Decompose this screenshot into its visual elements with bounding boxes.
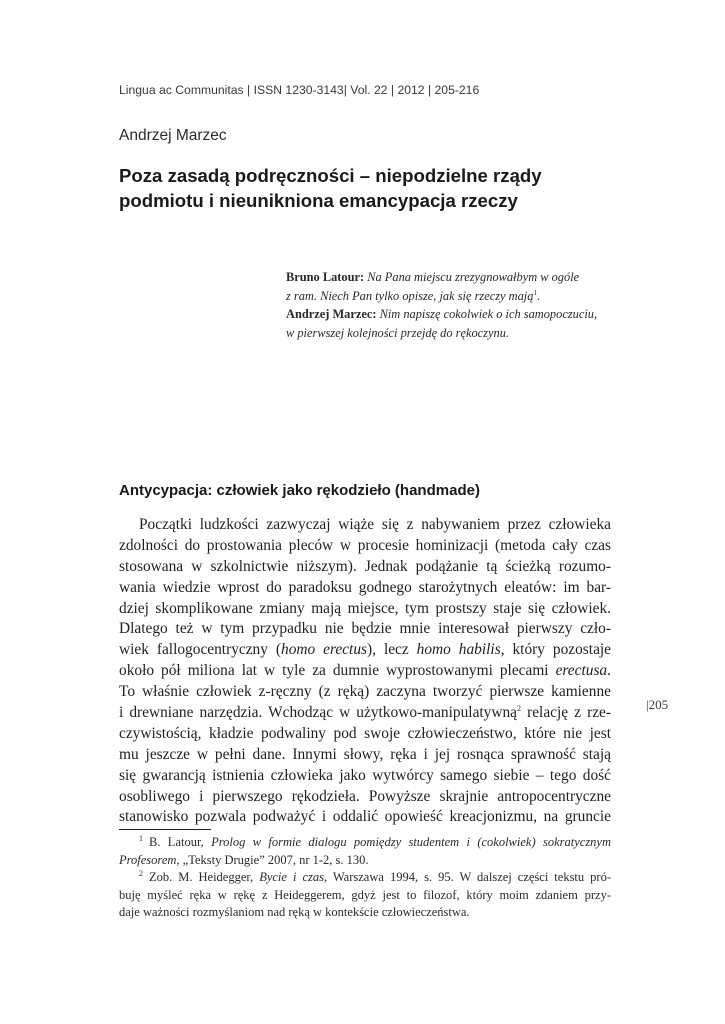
author-name: Andrzej Marzec (119, 127, 227, 144)
body-text-run: . (607, 662, 611, 680)
body-text-run: około pół miliona lat w tyle za dumnie wyprostowanymi plecami (119, 662, 556, 680)
footnotes (119, 834, 611, 922)
footnote-line: buję myśleć ręka w rękę z Heideggerem, gdyż jest to filozof, który moim zdaniem przy- (119, 887, 611, 902)
title-line: podmiotu i nieunikniona emancypacja rzeczy (119, 190, 518, 211)
body-line: To właśnie człowiek z-ręczny (z ręką) zaczyna tworzyć pierwsze kamienne (119, 683, 611, 701)
body-italic-run: homo erectus (281, 641, 368, 659)
body-line: Dlatego też w tym przypadku nie będzie mnie interesował pierwszy czło- (119, 620, 611, 638)
epigraph-line (286, 287, 616, 306)
footnote-text-run: , Warszawa 1994, s. 95. W dalszej części tekstu pró- (323, 870, 611, 885)
body-line: dziej skomplikowane zmiany mają miejsce, tym prostszy staje się człowiek. (119, 599, 611, 617)
footnote-line (119, 869, 611, 887)
epigraph-line (286, 268, 616, 287)
body-line: stosowana w szkolnictwie niższym). Jednak podążanie tą ścieżką rozumo- (119, 557, 611, 575)
body-text-run: ), lecz (367, 641, 417, 659)
footnote-number: 1 (139, 833, 143, 843)
section-heading: Antycypacja: człowiek jako rękodzieło (handmade) (119, 482, 480, 499)
epigraph-quote: Nim napiszę cokolwiek o ich samopoczuciu, (379, 307, 598, 321)
footnote-text-run: Zob. M. Heidegger, (149, 870, 260, 885)
footnote-line: daje ważności rozmyślaniom nad ręką w kontekście człowieczeństwa. (119, 905, 470, 920)
footnote-line (119, 834, 611, 852)
footnote-divider (119, 829, 211, 830)
epigraph-quote: z ram. Niech Pan tylko opisze, jak się rzeczy mają (286, 288, 534, 303)
body-line (119, 640, 611, 661)
footnote-line (119, 852, 611, 870)
footnote-text-run: , „Teksty Drugie” 2007, nr 1-2, s. 130. (176, 852, 369, 867)
body-text-run: i drewniane narzędzia. Wchodząc w użytkowo-manipulatywną (119, 704, 518, 722)
epigraph-quote: Na Pana miejscu zrezygnowałbym w ogóle (367, 270, 580, 284)
body-text-run: wiek fallogocentryczny ( (119, 641, 282, 659)
body-line (119, 661, 611, 682)
epigraph-punct: . (536, 288, 541, 303)
body-line: się gwarancją istnienia człowieka jako wytwórcy samego siebie – tego dość (119, 766, 611, 784)
epigraph-dialogue (286, 268, 616, 342)
epigraph-line (286, 324, 616, 343)
body-text-run: relację z rze- (521, 704, 611, 722)
page-number: |205 (646, 697, 669, 712)
body-line: stanowisko pozwala podważyć i oddalić opowieść kreacjonizmu, na gruncie (119, 808, 611, 826)
running-head: Lingua ac Communitas | ISSN 1230-3143| Vol. 22 | 2012 | 205-216 (119, 83, 480, 97)
footnote-italic-run: Bycie i czas (259, 870, 324, 885)
title-line: Poza zasadą podręczności – niepodzielne rządy (119, 165, 542, 186)
article-title (119, 163, 619, 213)
body-text-run: , który pozostaje (500, 641, 612, 659)
epigraph-quote: w pierwszej kolejności przejdę do rękoczynu. (286, 325, 509, 340)
body-line: mu jeszcze w pełni dane. Innymi słowy, ręka i jej rosnąca sprawność stają (119, 745, 611, 763)
body-line: osobliwego i pierwszego rękodzieła. Powyższe skrajnie antropocentryczne (119, 787, 611, 805)
body-paragraph (119, 515, 611, 828)
epigraph-speaker: Bruno Latour: (286, 270, 365, 284)
body-line: zdolności do prostowania pleców w procesie hominizacji (metoda cały czas (119, 536, 611, 554)
footnote-ref[interactable]: 1 (533, 288, 537, 297)
footnote-italic-run: Prolog w formie dialogu pomiędzy studentem i (cokolwiek) sokratycznym (211, 835, 612, 849)
body-line: wania wiedzie wprost do paradoksu godnego starożytnych eleatów: im bar- (119, 578, 611, 596)
epigraph-speaker: Andrzej Marzec: (286, 307, 377, 321)
footnote-italic-run: Profesorem (119, 852, 177, 867)
body-italic-run: homo habilis (416, 641, 501, 659)
footnote-text-run: B. Latour, (149, 835, 212, 849)
body-italic-run: erectusa (555, 662, 608, 680)
body-line: czywistością, kładzie podwaliny pod swoje człowieczeństwo, które nie jest (119, 724, 611, 742)
body-line (119, 703, 611, 724)
body-line: Początki ludzkości zazwyczaj wiąże się z nabywaniem przez człowieka (139, 516, 611, 533)
epigraph-line (286, 305, 616, 324)
footnote-ref[interactable]: 2 (517, 703, 522, 713)
footnote-number: 2 (139, 869, 143, 879)
